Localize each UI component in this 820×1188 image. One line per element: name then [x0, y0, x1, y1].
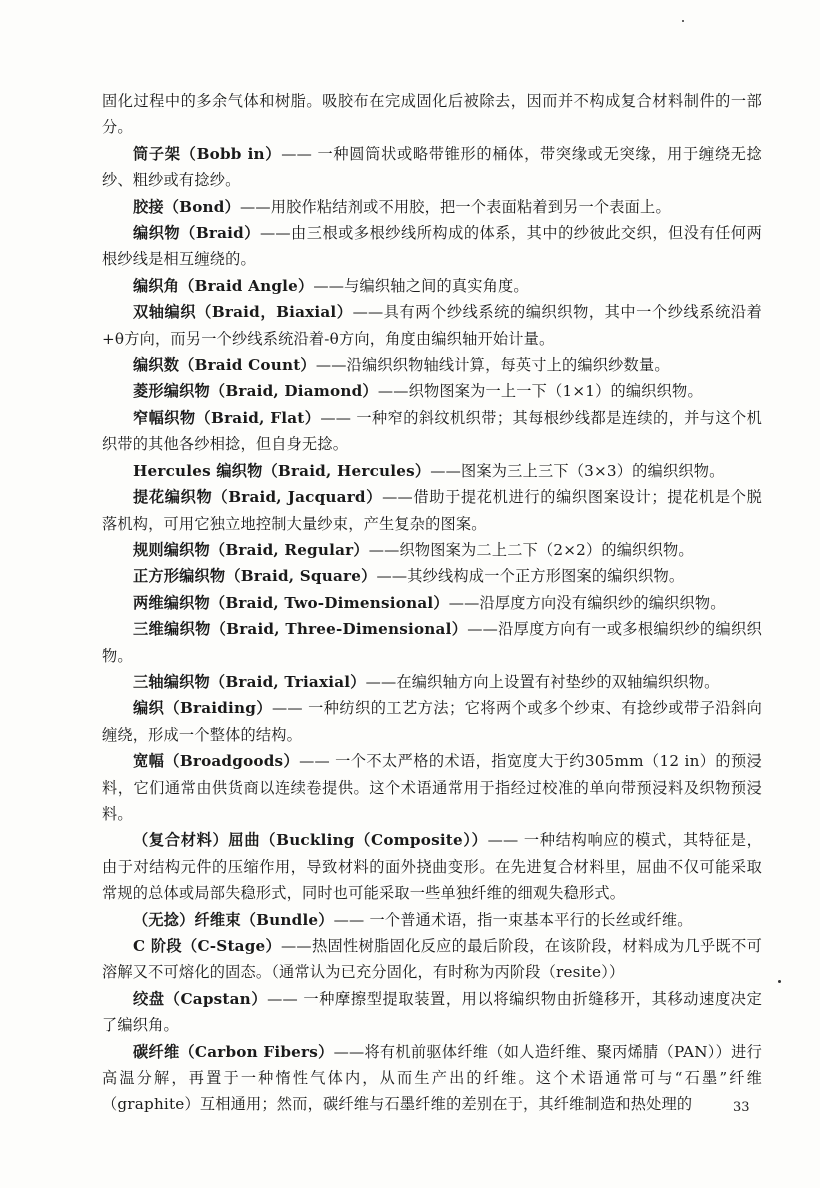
glossary-entry — [102, 194, 762, 220]
entry-term: 碳纤维（Carbon Fibers） — [133, 1042, 334, 1061]
entry-text: ——用胶作粘结剂或不用胶，把一个表面粘着到另一个表面上。 — [239, 197, 671, 216]
entry-term: 规则编织物（Braid, Regular） — [133, 540, 369, 559]
entry-text: —— 一种纺织的工艺方法；它将两个或多个纱束、有捻纱或带子沿斜向缠绕，形成一个整体的结构。 — [102, 699, 763, 744]
entry-text: ——与编织轴之间的真实角度。 — [313, 276, 529, 295]
entry-term: 正方形编织物（Braid, Square） — [133, 567, 377, 586]
entry-text: ——织物图案为一上一下（1×1）的编织织物。 — [377, 382, 703, 401]
glossary-entry — [102, 141, 762, 194]
entry-term: 两维编织物（Braid, Two-Dimensional） — [133, 593, 449, 612]
glossary-entry — [102, 669, 762, 695]
entry-term: Hercules 编织物（Braid, Hercules） — [133, 461, 431, 480]
entry-text: ——图案为三上三下（3×3）的编织织物。 — [430, 461, 725, 480]
glossary-entry — [102, 907, 762, 933]
entry-text: ——其纱线构成一个正方形图案的编织织物。 — [376, 567, 685, 586]
glossary-entry — [102, 458, 762, 484]
glossary-entry — [102, 827, 762, 906]
entry-term: （复合材料）屈曲（Buckling（Composite）） — [133, 831, 488, 850]
glossary-entry — [102, 273, 762, 299]
entry-term: 筒子架（Bobb in） — [133, 144, 282, 163]
glossary-entry — [102, 563, 762, 589]
entry-text: ——将有机前驱体纤维（如人造纤维、聚丙烯腈（PAN））进行高温分解，再置于一种惰性气体内，从而生产出的纤维。这个术语通常可与“石墨”纤维（graphite）互相通用；然而，碳纤维与石墨纤维的差别在于，其纤维制造和热处理的 — [102, 1042, 763, 1114]
entry-text: ——在编织轴方向上设置有衬垫纱的双轴编织织物。 — [365, 672, 720, 691]
page-number: 33 — [733, 1100, 750, 1115]
entry-text: ——由三根或多根纱线所构成的体系，其中的纱彼此交织，但没有任何两根纱线是相互缠绕的。 — [102, 224, 762, 269]
entry-term: 胶接（Bond） — [133, 197, 240, 216]
scan-speck — [682, 20, 684, 22]
glossary-entry — [102, 1039, 762, 1118]
entry-term: 菱形编织物（Braid, Diamond） — [133, 382, 378, 401]
entry-text: —— 一种圆筒状或略带锥形的桶体，带突缘或无突缘，用于缠绕无捻纱、粗纱或有捻纱。 — [102, 144, 762, 190]
entry-term: 编织物（Braid） — [133, 224, 260, 243]
entry-term: （无捻）纤维束（Bundle） — [133, 910, 334, 929]
entry-text: ——沿厚度方向没有编织纱的编织织物。 — [448, 593, 726, 612]
entry-text: 固化过程中的多余气体和树脂。吸胶布在完成固化后被除去，因而并不构成复合材料制件的一部分。 — [102, 92, 762, 137]
entry-text: —— 一个普通术语，指一束基本平行的长丝或纤维。 — [333, 910, 693, 929]
entry-term: 三轴编织物（Braid, Triaxial） — [133, 672, 366, 691]
glossary-entry — [102, 484, 762, 537]
entry-term: 编织（Braiding） — [133, 699, 273, 718]
entry-text: —— 一种摩擦型提取装置，用以将编织物由折缝移开，其移动速度决定了编织角。 — [102, 989, 762, 1035]
entry-text: ——具有两个纱线系统的编织织物，其中一个纱线系统沿着+θ方向，而另一个纱线系统沿着-θ方向，角度由编织轴开始计量。 — [102, 303, 763, 348]
glossary-entry — [102, 695, 762, 748]
glossary-entry — [102, 933, 762, 986]
entry-text: ——沿厚度方向有一或多根编织纱的编织织物。 — [102, 620, 762, 665]
entry-text: ——织物图案为二上二下（2×2）的编织织物。 — [368, 540, 694, 559]
scan-speck — [778, 980, 781, 983]
glossary-entry — [102, 405, 762, 458]
entry-term: C 阶段（C-Stage） — [133, 937, 282, 955]
entry-text: —— 一个不太严格的术语，指宽度大于约305mm（12 in）的预浸料，它们通常由供货商以连续卷提供。这个术语通常用于指经过校准的单向带预浸料及织物预浸料。 — [102, 752, 762, 823]
entry-text: —— 一种窄的斜纹机织带；其每根纱线都是连续的，并与这个机织带的其他各纱相捻，但自身无捻。 — [102, 408, 762, 454]
entry-text: —— 一种结构响应的模式，其特征是，由于对结构元件的压缩作用，导致材料的面外挠曲变形。在先进复合材料里，屈曲不仅可能采取常规的总体或局部失稳形式，同时也可能采取一些单独纤维的细观失稳形式。 — [102, 831, 762, 903]
entry-text: ——热固性树脂固化反应的最后阶段，在该阶段，材料成为几乎既不可溶解又不可熔化的固态。（通常认为已充分固化，有时称为丙阶段（resite）） — [102, 937, 762, 982]
glossary-entry — [102, 748, 762, 827]
entry-term: 窄幅织物（Braid, Flat） — [133, 408, 321, 427]
glossary-entry — [102, 590, 762, 616]
entry-term: 绞盘（Capstan） — [133, 989, 268, 1008]
entry-term: 三维编织物（Braid, Three-Dimensional） — [133, 620, 468, 639]
entry-term: 提花编织物（Braid, Jacquard） — [133, 488, 383, 507]
entry-term: 宽幅（Broadgoods） — [133, 752, 300, 771]
glossary-entry — [102, 986, 762, 1039]
glossary-entry — [102, 616, 762, 669]
glossary-entry — [102, 88, 762, 141]
glossary-entry — [102, 220, 762, 273]
glossary-entry — [102, 352, 762, 378]
entry-text: ——借助于提花机进行的编织图案设计；提花机是个脱落机构，可用它独立地控制大量纱束，产生复杂的图案。 — [102, 488, 762, 533]
glossary-entry — [102, 537, 762, 563]
glossary-body — [102, 88, 762, 1118]
entry-text: ——沿编织织物轴线计算，每英寸上的编织纱数量。 — [315, 356, 670, 375]
glossary-entry — [102, 299, 762, 352]
glossary-entry — [102, 378, 762, 404]
entry-term: 编织角（Braid Angle） — [133, 276, 314, 295]
entry-term: 编织数（Braid Count） — [133, 356, 316, 375]
entry-term: 双轴编织（Braid，Biaxial） — [133, 303, 353, 322]
